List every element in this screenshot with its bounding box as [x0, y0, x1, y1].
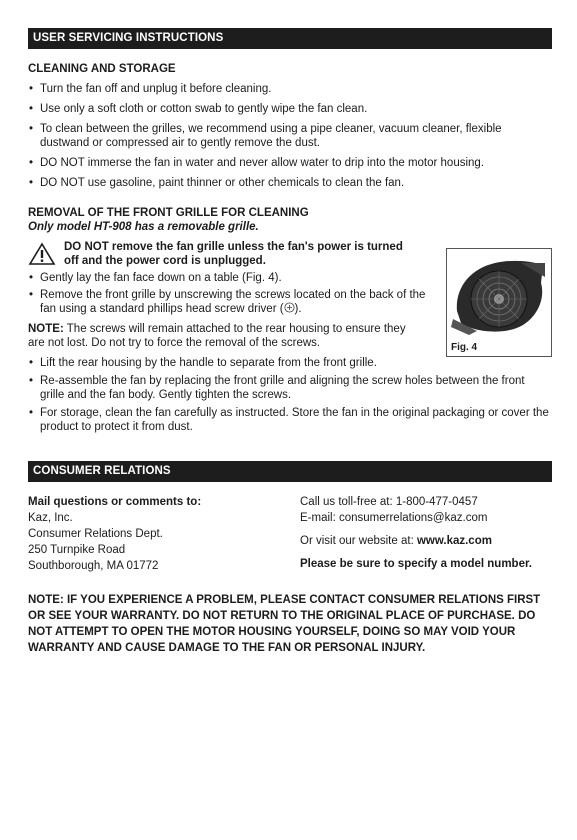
cleaning-title: CLEANING AND STORAGE: [28, 63, 176, 75]
fan-illustration: [447, 249, 551, 337]
mail-column: [28, 494, 300, 574]
list-item: • DO NOT use gasoline, paint thinner or other chemicals to clean the fan.: [28, 176, 552, 190]
address-line: 250 Turnpike Road: [28, 544, 126, 556]
removal-list: [28, 271, 438, 316]
list-item: • Gently lay the fan face down on a table (Fig. 4).: [28, 271, 438, 285]
consumer-header: CONSUMER RELATIONS: [28, 461, 552, 482]
list-item: • To clean between the grilles, we recommend using a pipe cleaner, vacuum cleaner, flexible dustwand or compressed air to gently remove the dust.: [28, 122, 552, 150]
website-link[interactable]: www.kaz.com: [416, 535, 492, 547]
phone-text: Call us toll-free at: 1-800-477-0457: [300, 496, 478, 508]
removal-subtitle: Only model HT-908 has a removable grille.: [28, 221, 259, 233]
list-item: • Remove the front grille by unscrewing the screws located on the back of the fan using a standard phillips head screw driver ( ).: [28, 288, 438, 316]
list-item: • Re-assemble the fan by replacing the front grille and aligning the screw holes between the front grille and the fan body. Gently tighten the screws.: [28, 374, 552, 402]
address-line: Southborough, MA 01772: [28, 560, 159, 572]
figure-caption: Fig. 4: [451, 342, 478, 353]
list-item: • Use only a soft cloth or cotton swab to gently wipe the fan clean.: [28, 102, 552, 116]
warranty-note: NOTE: IF YOU EXPERIENCE A PROBLEM, PLEASE CONTACT CONSUMER RELATIONS FIRST OR SEE YOUR WARRANTY. DO NOT RETURN TO THE ORIGINAL PLACE OF PURCHASE. DO NOT ATTEMPT TO OPEN THE MOTOR HOUSING YOURSELF, DOING SO MAY VOID YOUR WARRANTY AND CAUSE DAMAGE TO THE FAN OR PERSONAL INJURY.: [28, 594, 541, 654]
note-text: The screws will remain attached to the rear housing to ensure they are not lost. Do not try to force the removal of the screws.: [28, 323, 406, 349]
list-item: • Lift the rear housing by the handle to separate from the front grille.: [28, 356, 552, 370]
consumer-columns: [28, 494, 552, 574]
removal-title: REMOVAL OF THE FRONT GRILLE FOR CLEANING: [28, 207, 309, 219]
website-line: Or visit our website at: www.kaz.com: [300, 535, 492, 547]
model-note: Please be sure to specify a model number.: [300, 558, 533, 570]
warning-text: DO NOT remove the fan grille unless the fan's power is turned off and the power cord is unplugged.: [64, 241, 403, 267]
list-item: • Turn the fan off and unplug it before cleaning.: [28, 82, 552, 96]
warning-block: [28, 240, 418, 268]
contact-column: [300, 494, 552, 574]
cleaning-list: [28, 82, 552, 190]
address-line: Kaz, Inc.: [28, 512, 73, 524]
list-item: • DO NOT immerse the fan in water and never allow water to drip into the motor housing.: [28, 156, 552, 170]
note-paragraph: [28, 322, 420, 350]
figure-4: [446, 248, 552, 357]
warning-icon: [28, 242, 56, 266]
servicing-header: USER SERVICING INSTRUCTIONS: [28, 28, 552, 49]
list-item: • For storage, clean the fan carefully as instructed. Store the fan in the original packaging or cover the product to protect it from dust.: [28, 406, 552, 434]
note-label: NOTE:: [28, 323, 64, 335]
email-text: E-mail: consumerrelations@kaz.com: [300, 512, 488, 524]
mail-label: Mail questions or comments to:: [28, 496, 202, 508]
manual-page: [28, 28, 552, 656]
phillips-screw-icon: [284, 302, 295, 313]
reassembly-list: [28, 356, 552, 434]
address-line: Consumer Relations Dept.: [28, 528, 163, 540]
